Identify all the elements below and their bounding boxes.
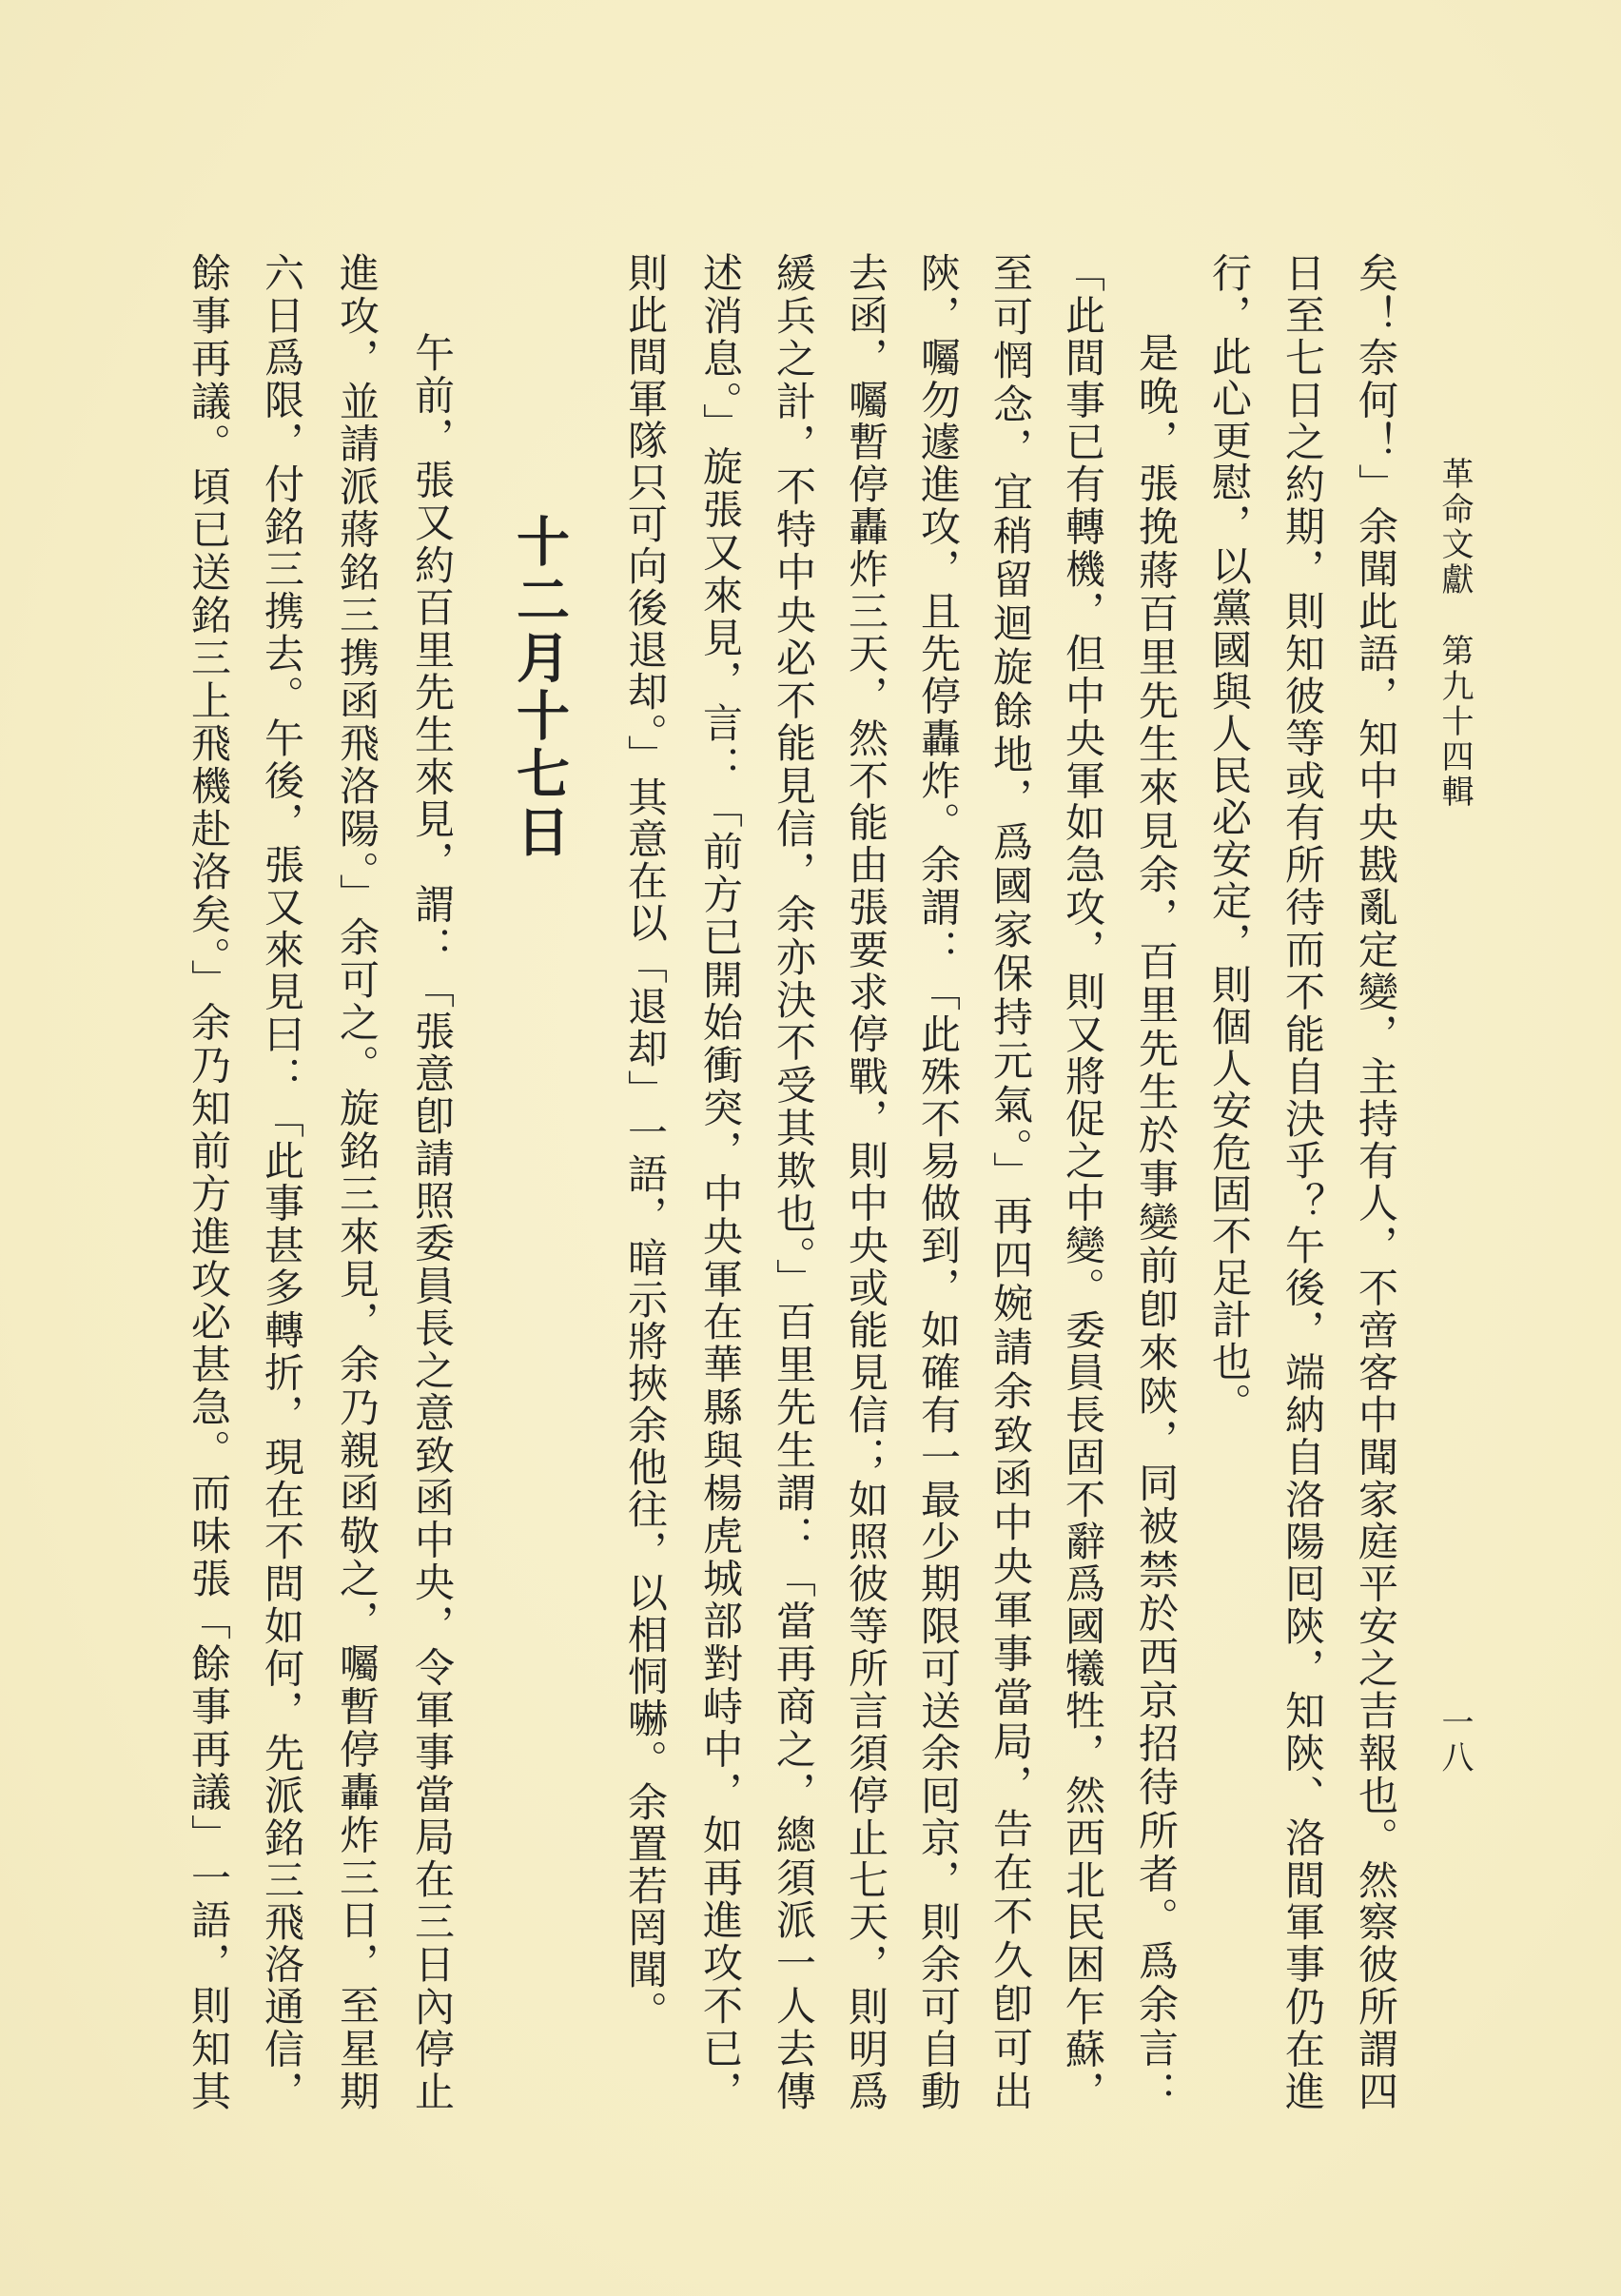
text-column: 述消息。」旋張又來見，言：「前方已開始衝突，中央軍在華縣與楊虎城部對峙中，如再進攻不已， [697,252,744,2112]
text-column: 陝，囑勿遽進攻，且先停轟炸。余謂：「此殊不易做到，如確有一最少期限可送余囘京，則余可自動 [915,252,962,2112]
text-column: 六日爲限，付銘三携去。午後，張又來見曰：「此事甚多轉折，現在不問如何，先派銘三飛洛通信， [259,252,305,2112]
text-column: 緩兵之計，不特中央必不能見信，余亦決不受其欺也。」百里先生謂：「當再商之，總須派一人去傳 [771,252,817,2112]
running-header-publication: 革命文獻 [1435,457,1474,598]
text-column: 去函，囑暫停轟炸三天，然不能由張要求停戰，則中央或能見信；如照彼等所言須停止七天，則明爲 [843,252,889,2112]
running-header-volume: 第九十四輯 [1435,634,1474,810]
text-column: 是晚，張挽蔣百里先生來見余，百里先生於事變前卽來陝，同被禁於西京招待所者。爲余言： [1133,332,1180,2112]
text-column: 午前，張又約百里先生來見，謂：「張意卽請照委員長之意致函中央，令軍事當局在三日內停止 [409,332,456,2112]
text-column: 進攻，並請派蔣銘三携函飛洛陽。」余可之。旋銘三來見，余乃親函敬之，囑暫停轟炸三日，至星期 [334,252,381,2112]
text-column: 日至七日之約期，則知彼等或有所待而不能自決乎？午後，端納自洛陽囘陝，知陝、洛間軍事仍在進 [1279,252,1326,2112]
text-column: 行，此心更慰，以黨國與人民必安定，則個人安危固不足計也。 [1206,252,1253,1424]
text-column: 則此間軍隊只可向後退却。」其意在以「退却」一語，暗示將挾余他往，以相恫嚇。余置若罔聞。 [622,252,669,2032]
text-column: 至可惘念，宜稍留迴旋餘地，爲國家保持元氣。」再四婉請余致函中央軍事當局，告在不久卽可出 [987,252,1034,2112]
text-column: 餘事再議。頃已送銘三上飛機赴洛矣。」余乃知前方進攻必甚急。而味張「餘事再議」一語，則知其 [186,252,232,2112]
page-number: 一八 [1435,1705,1474,1776]
date-heading: 十二月十七日 [508,514,571,862]
text-column: 「此間事已有轉機，但中央軍如急攻，則又將促之中變。委員長固不辭爲國犧牲，然西北民困乍蘇， [1060,252,1106,2112]
text-column: 矣！奈何！」余聞此語，知中央戡亂定變，主持有人，不啻客中聞家庭平安之吉報也。然察彼所謂四 [1353,252,1399,2112]
